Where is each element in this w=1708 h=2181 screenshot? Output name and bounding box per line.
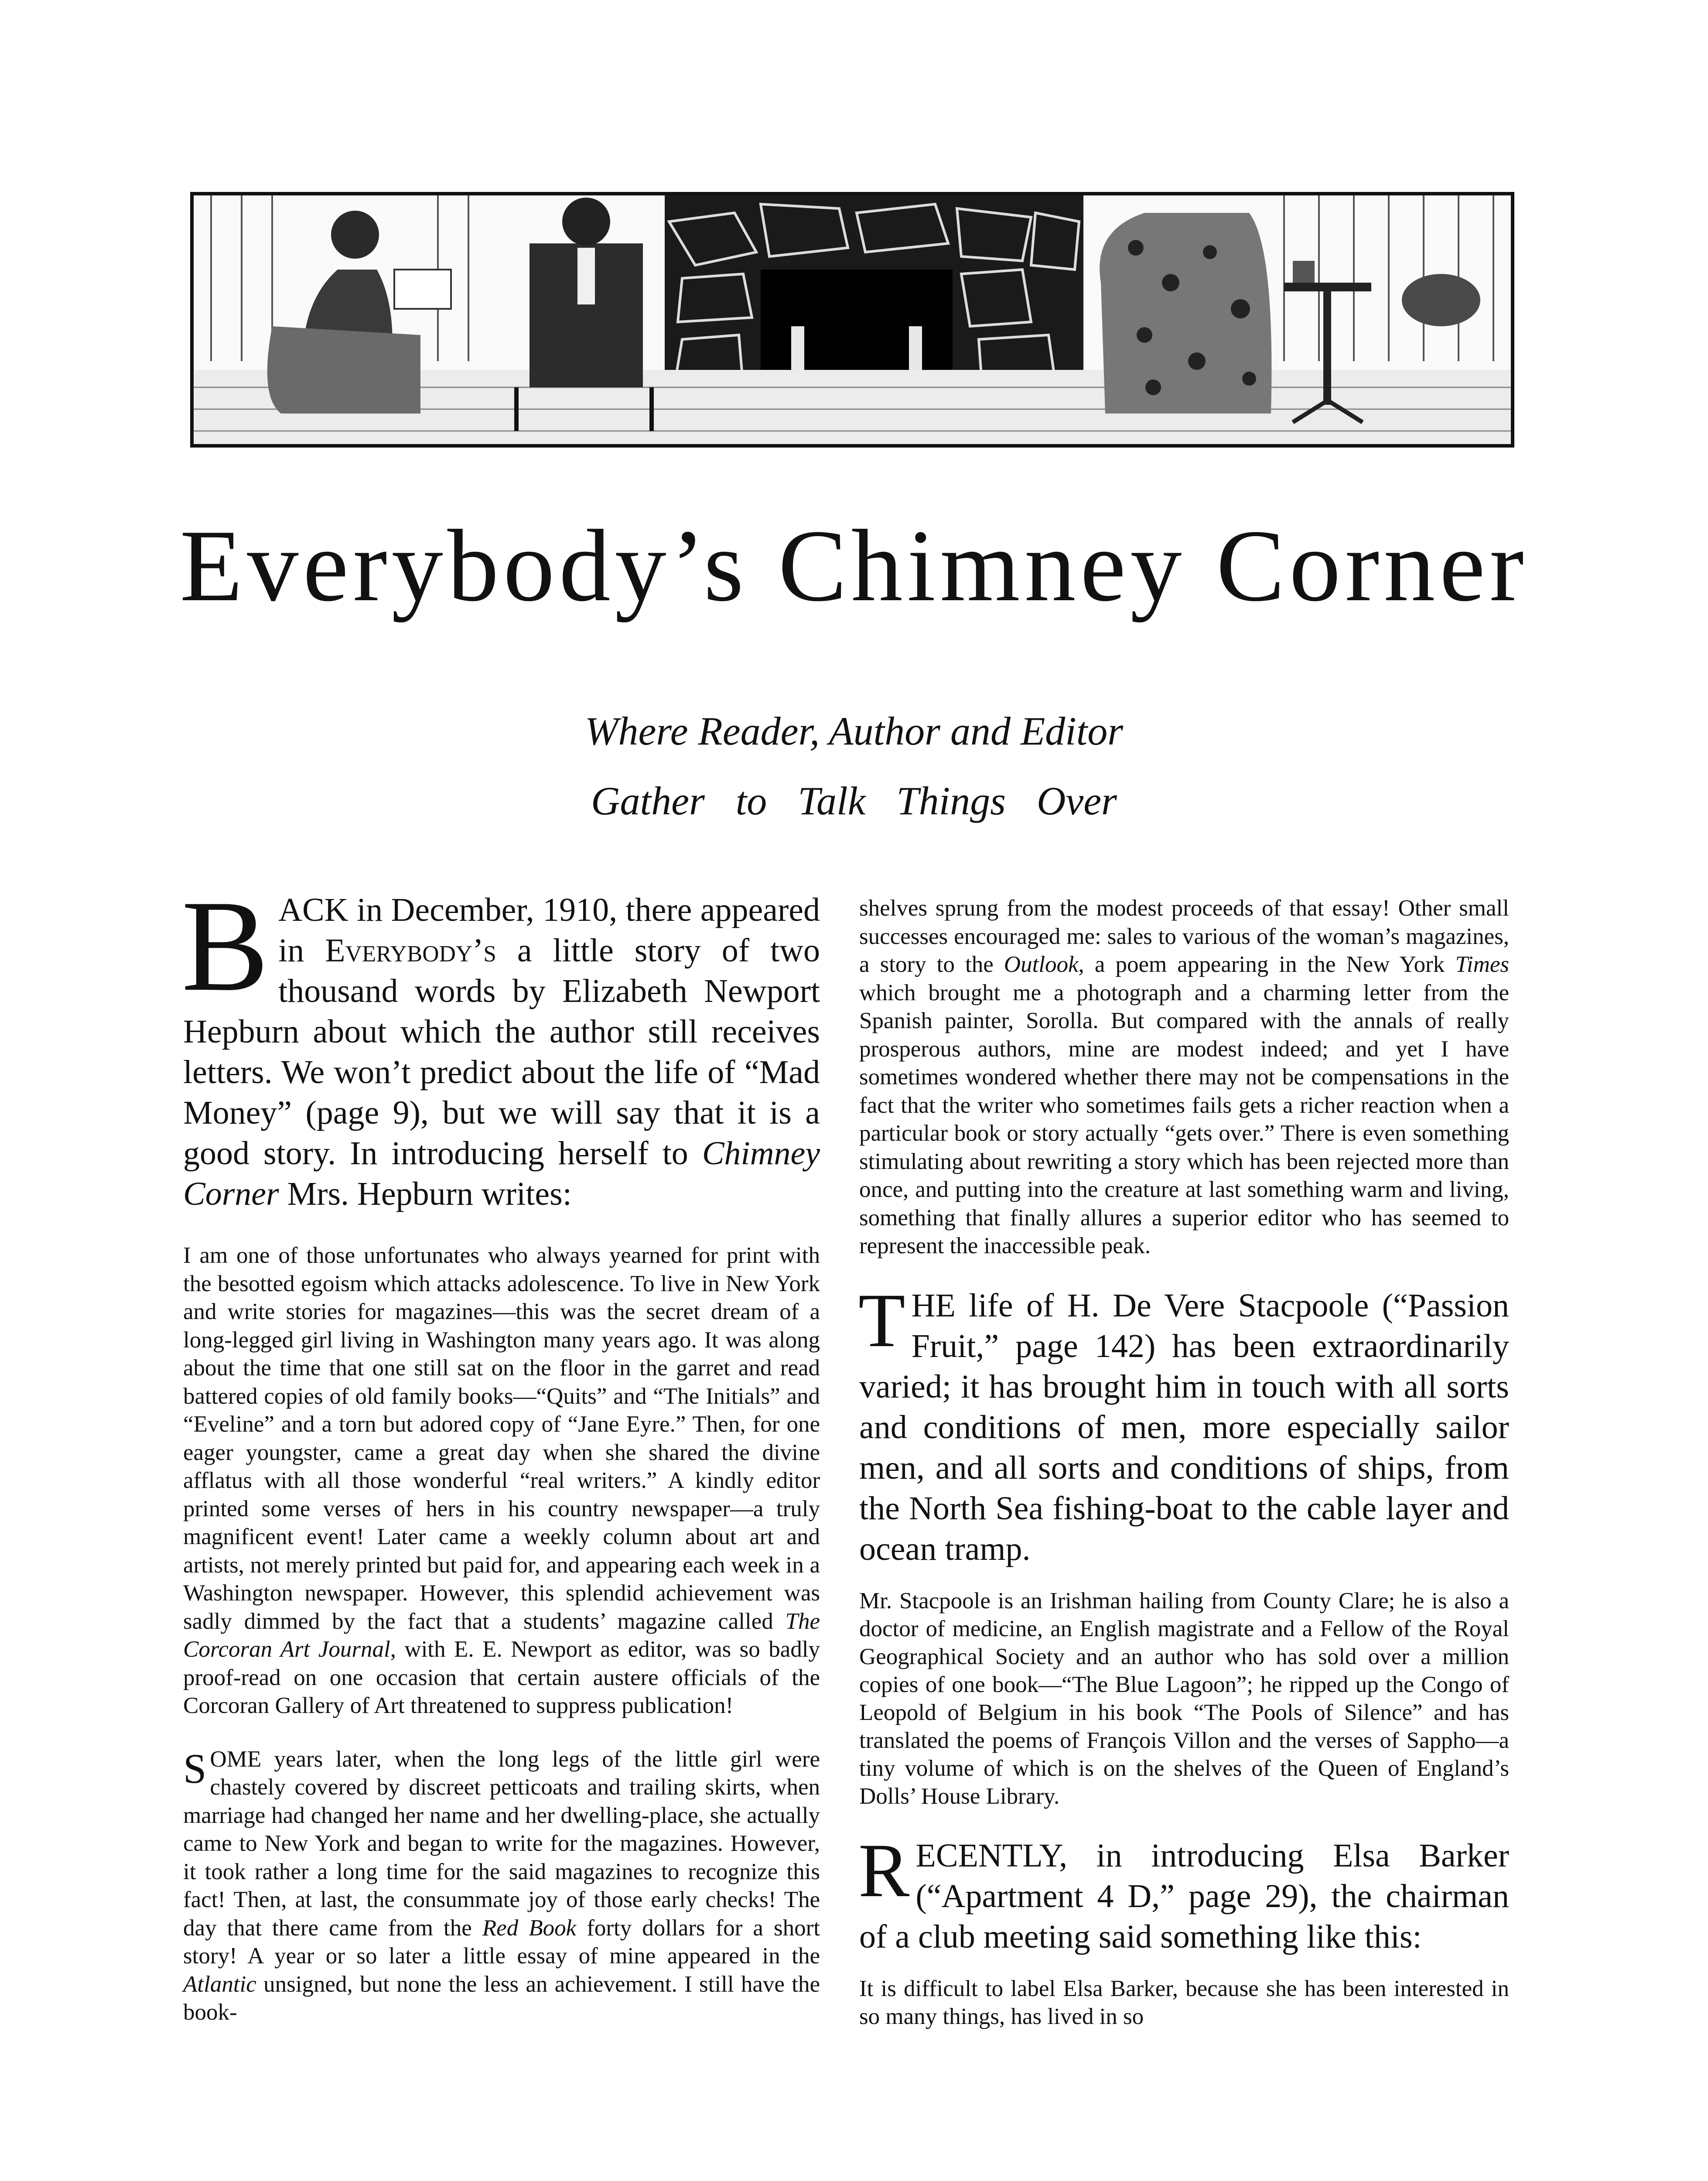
intro-text-1: ACK in December, 1910, there appeared in bbox=[278, 892, 820, 969]
intro-text-2: a little story of two thousand words by Elizabeth Newport Hepburn about which the author still receives letters. We won’t predict about the life of “Mad Money” (page 9), but we will say that it is a good story. In introducing herself to bbox=[183, 932, 820, 1172]
barker-body: It is difficult to label Elsa Barker, because she has been interested in so many things, has lived in so bbox=[859, 1976, 1509, 2029]
shelves-paragraph bbox=[859, 894, 1509, 1260]
fireside-illustration-art bbox=[194, 195, 1511, 444]
atlantic-italic: Atlantic bbox=[183, 1971, 256, 1997]
stacpoole-body: Mr. Stacpoole is an Irishman hailing from County Clare; he is also a doctor of medicine, an English magistrate and a Fellow of the Royal Geographical Society and an author who has sold over a million copies of one book—“The Blue Lagoon”; he ripped up the Congo of Leopold of Belgium in his book “The Pools of Silence” and has translated the poems of François Villon and the verses of Sappho—a tiny volume of which is on the shelves of the Queen of England’s Dolls’ House Library. bbox=[859, 1588, 1509, 1809]
letter-text-1: I am one of those unfortunates who always yearned for print with the besotted egoism which attacks adolescence. To live in New York and write stories for magazines—this was the secret dream of a long-legged girl living in Washington many years ago. It was along about the time that one still sat on the floor in the garret and read battered copies of old family books—“Quits” and “The Initials” and “Eveline” and a torn but adored copy of “Jane Eyre.” Then, for one eager youngster, came a great day when she shared the divine afflatus with all those wonderful “real writers.” A kindly editor printed some verses of hers in his country newspaper—a truly magnificent event! Later came a weekly column about art and artists, not merely printed but paid for, and appearing each week in a Washington newspaper. However, this splendid achievement was sadly dimmed by the fact that a students’ magazine called bbox=[183, 1243, 820, 1634]
page-title: Everybody’s Chimney Corner bbox=[180, 509, 1528, 623]
magazine-name: Everybody’s bbox=[325, 932, 496, 969]
drop-cap-t: T bbox=[858, 1278, 905, 1363]
some-text-2: forty dollars for a short story! A year or so later a little essay of mine appeared in the bbox=[183, 1915, 820, 1969]
barker-intro-text: ECENTLY, in introducing Elsa Barker (“Apartment 4 D,” page 29), the chairman of a club meeting said something like this: bbox=[859, 1837, 1509, 1955]
drop-cap-b: B bbox=[181, 873, 269, 1018]
shelves-text-2: , a poem appearing in the New York bbox=[1078, 952, 1455, 977]
letter-text-2: , with E. E. Newport as editor, was so badly proof-read on one occasion that certain austere officials of the Corcoran Gallery of Art threatened to suppress publication! bbox=[183, 1637, 820, 1718]
shelves-text-3: which brought me a photograph and a charming letter from the Spanish painter, Sorolla. But compared with the annals of really prosperous authors, mine are modest indeed; and yet I have sometimes wondered whether there may not be compensations in the fact that the writer who sometimes fails gets a richer reaction when a particular book or story actually “gets over.” There is even something stimulating about rewriting a story which has been rejected more than once, and putting into the creature at last something warm and living, something that finally allures a superior editor who has seemed to represent the inaccessible peak. bbox=[859, 980, 1509, 1258]
hepburn-letter bbox=[183, 1241, 820, 1720]
left-column bbox=[181, 873, 820, 2027]
right-column bbox=[859, 894, 1509, 2031]
fireside-illustration bbox=[190, 192, 1514, 448]
barker-intro bbox=[858, 1828, 1509, 1957]
shelves-text-1: shelves sprung from the modest proceeds of that essay! Other small successes encouraged me: sales to various of the woman’s magazines, a story to the bbox=[859, 896, 1509, 977]
outlook-italic: Outlook bbox=[1004, 952, 1079, 977]
some-text-1: OME years later, when the long legs of the little girl were chastely covered by discreet petticoats and trailing skirts, when marriage had changed her name and her dwelling-place, she actually came to New York and began to write for the magazines. However, it took rather a long time for the said magazines to recognize this fact! Then, at last, the consummate joy of those early checks! The day that there came from the bbox=[183, 1746, 820, 1941]
intro-paragraph bbox=[181, 873, 820, 1214]
some-years-paragraph bbox=[183, 1745, 820, 2027]
intro-text-3: Mrs. Hepburn writes: bbox=[279, 1176, 572, 1212]
stacpoole-intro-text: HE life of H. De Vere Stacpoole (“Passion Fruit,” page 142) has been extraordinarily varied; it has brought him in touch with all sorts and conditions of men, more especially sailor men, and all sorts and conditions of ships, from the North Sea fishing-boat to the cable layer and ocean tramp. bbox=[859, 1287, 1509, 1567]
some-text-3: unsigned, but none the less an achievement. I still have the book- bbox=[183, 1971, 820, 2025]
chimney-corner-italic: Chimney Corner bbox=[183, 1135, 820, 1212]
subtitle-line-2: Gather to Talk Things Over bbox=[591, 779, 1117, 823]
drop-cap-r: R bbox=[858, 1828, 910, 1913]
corcoran-journal-italic: The Corcoran Art Journal bbox=[183, 1608, 820, 1662]
subtitle-line-1: Where Reader, Author and Editor bbox=[584, 709, 1124, 753]
stacpoole-intro bbox=[858, 1278, 1509, 1569]
drop-cap-s: S bbox=[183, 1745, 207, 1792]
red-book-italic: Red Book bbox=[482, 1915, 577, 1941]
times-italic: Times bbox=[1455, 952, 1510, 977]
